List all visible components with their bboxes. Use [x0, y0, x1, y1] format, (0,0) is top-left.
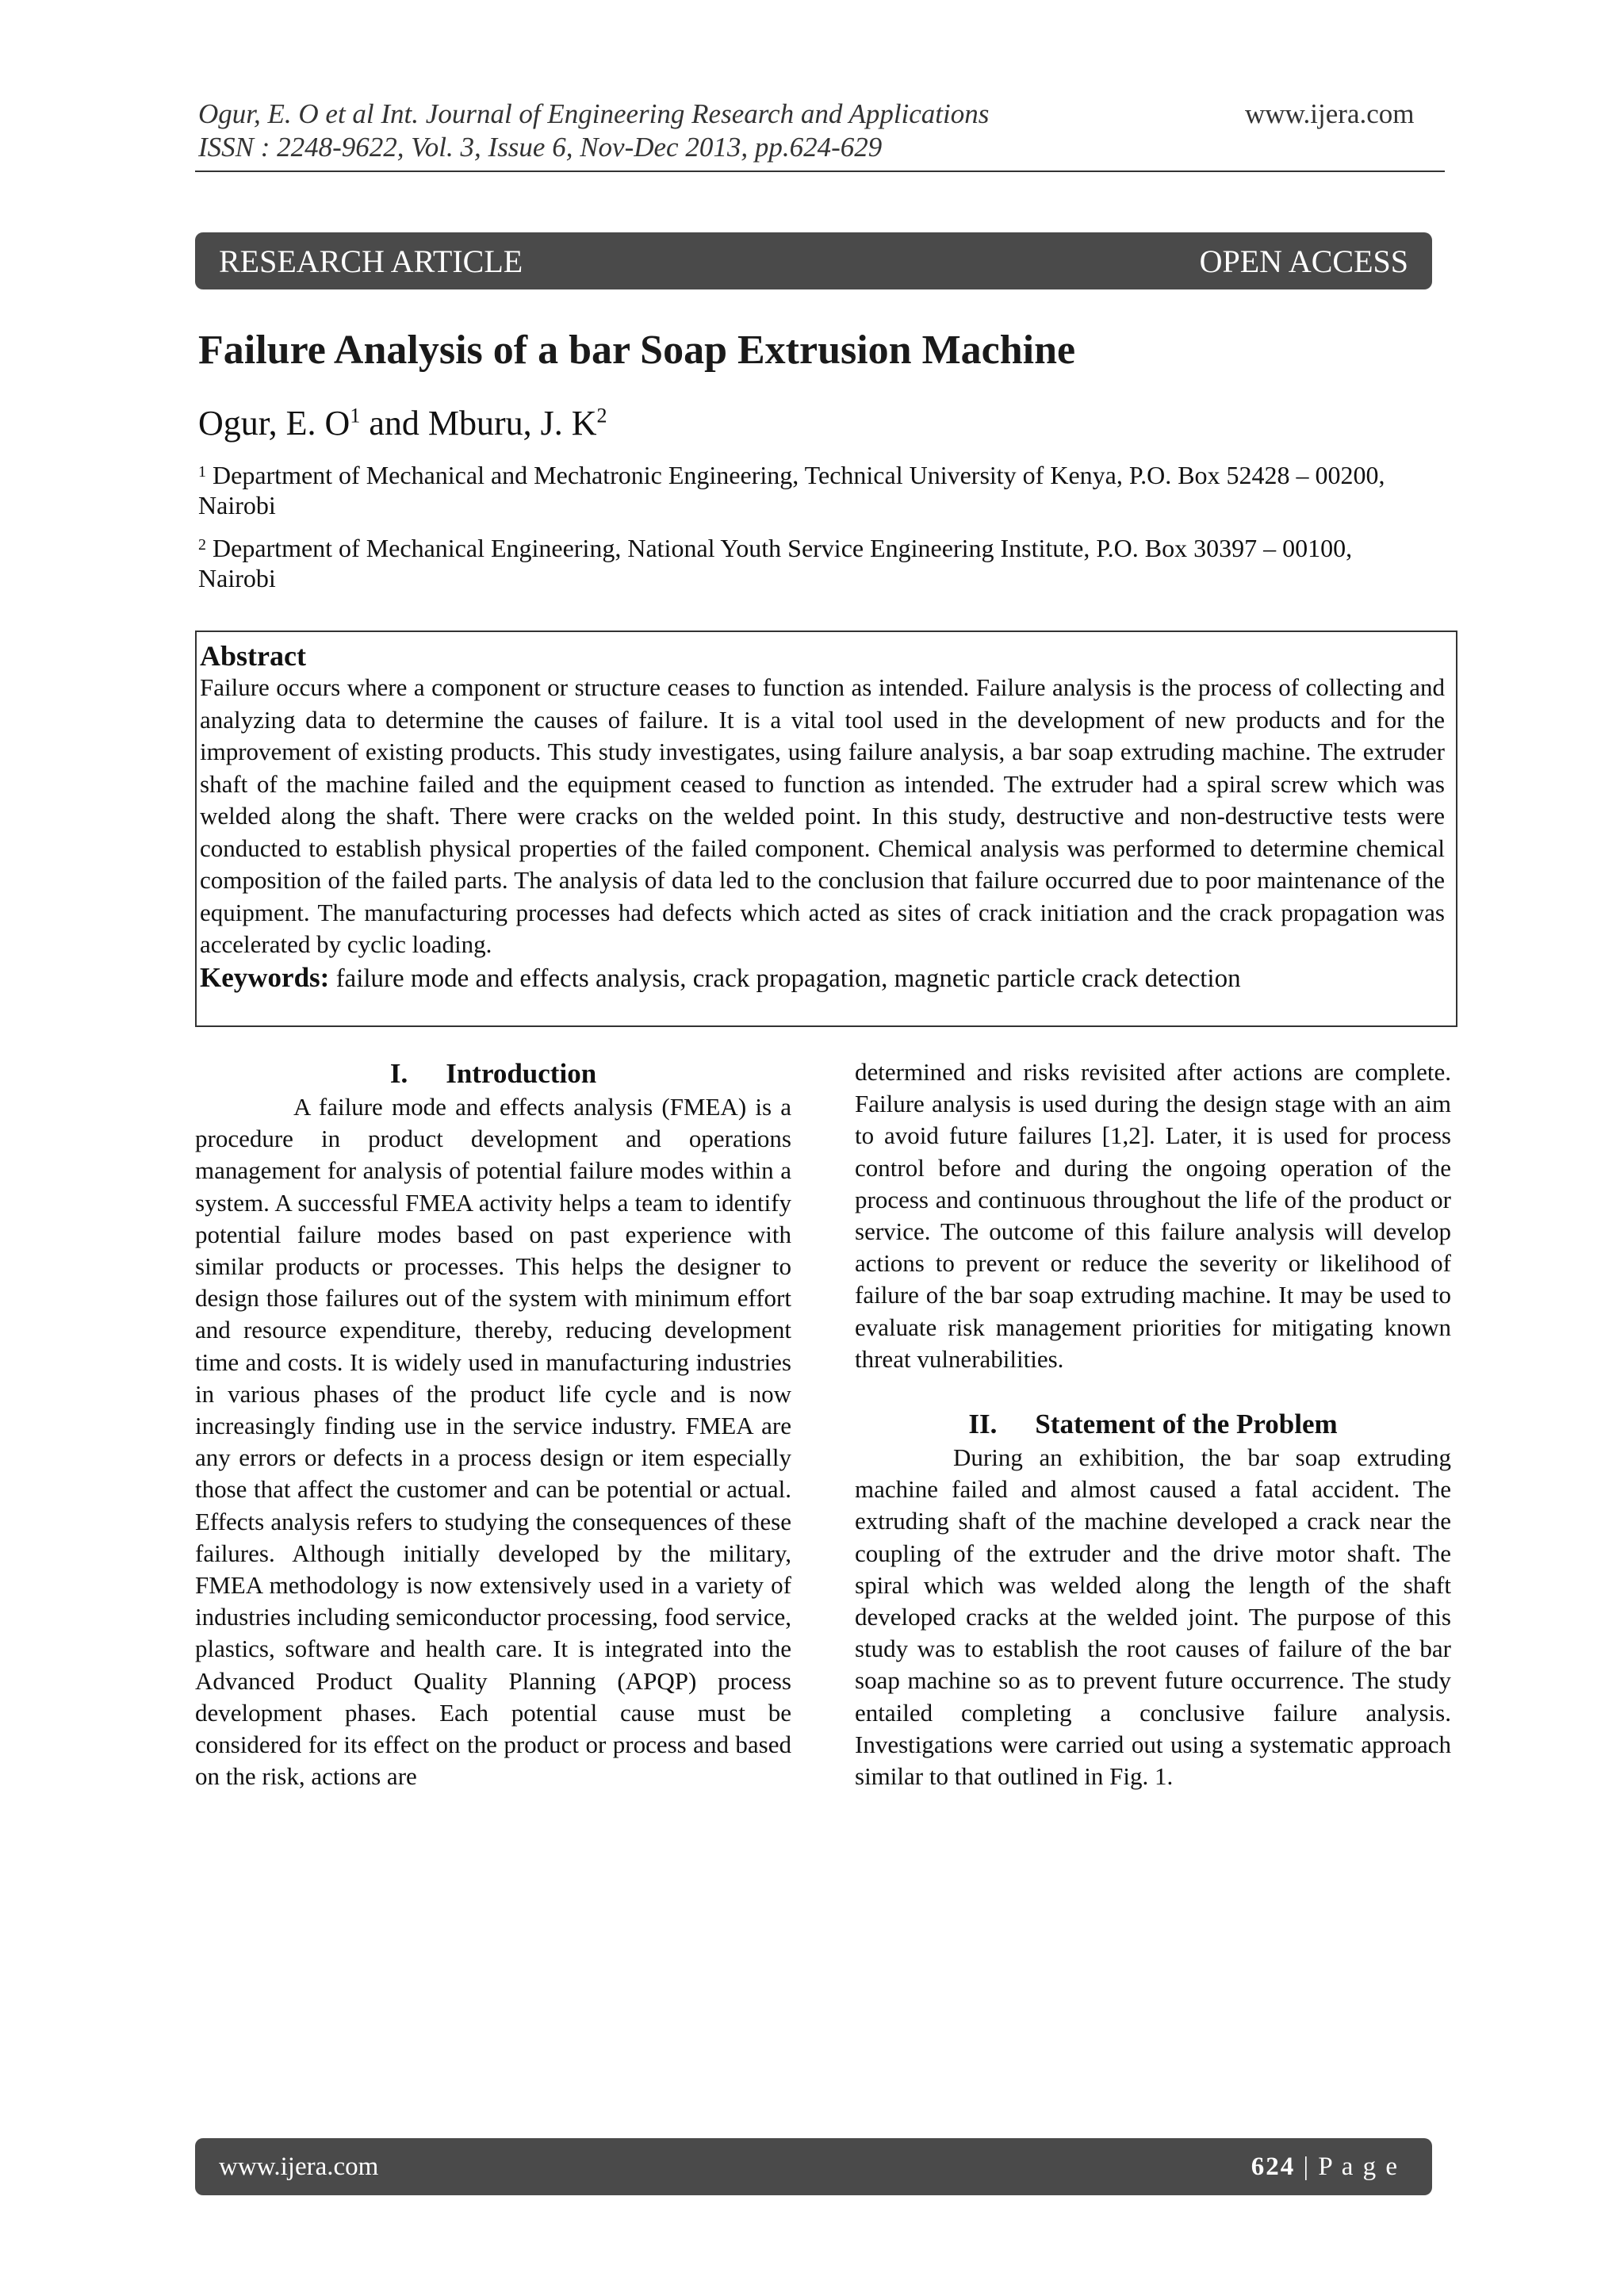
header-rule — [195, 171, 1445, 172]
footer-website[interactable]: www.ijera.com — [219, 2152, 379, 2181]
problem-heading — [855, 1407, 1451, 1442]
affiliation-1 — [198, 460, 1419, 520]
intro-heading-number: I. — [389, 1058, 408, 1089]
journal-header: Ogur, E. O et al Int. Journal of Engineering Research and Applications — [198, 98, 990, 129]
affiliation-1-text: Department of Mechanical and Mechatronic Engineering, Technical University of Kenya, P.O. Box 52428 – 00200, Nairobi — [198, 461, 1385, 519]
left-column — [195, 1056, 791, 1792]
issn-line: ISSN : 2248-9622, Vol. 3, Issue 6, Nov-Dec 2013, pp.624-629 — [198, 132, 883, 163]
intro-paragraph: A failure mode and effects analysis (FMEA) is a procedure in product development and operations management for analysis of potential failure modes within a system. A successful FMEA activity helps a team to identify potential failure modes based on past experience with similar products or processes. This helps the designer to design those failures out of the system with minimum effort and resource expenditure, thereby, reducing development time and costs. It is widely used in manufacturing industries in various phases of the product life cycle and is now increasingly finding use in the service industry. FMEA are any errors or defects in a process design or item especially those that affect the customer and can be potential or actual. Effects analysis refers to studying the consequences of these failures. Although initially developed by the military, FMEA methodology is now extensively used in a variety of industries including semiconductor processing, food service, plastics, software and health care. It is integrated into the Advanced Product Quality Planning (APQP) process development phases. Each potential cause must be considered for its effect on the product or process and based on the risk, actions are — [195, 1093, 791, 1791]
problem-heading-number: II. — [968, 1409, 998, 1440]
author-and: and — [360, 404, 428, 443]
author-1-sup: 1 — [350, 404, 361, 427]
affiliation-1-sup: 1 — [198, 463, 206, 481]
abstract-heading: Abstract — [200, 640, 306, 672]
paper-title: Failure Analysis of a bar Soap Extrusion Machine — [198, 328, 1076, 373]
intro-continued-paragraph: determined and risks revisited after actions are complete. Failure analysis is used during the design stage with an aim to avoid future failures [1,2]. Later, it is used for process control before and during the ongoing operation of the process and continuous throughout the life of the product or service. The outcome of this failure analysis will develop actions to prevent or reduce the severity or likelihood of failure of the bar soap extruding machine. It may be used to evaluate risk management priorities for mitigating known threat vulnerabilities. — [855, 1058, 1451, 1373]
author-line — [198, 403, 607, 443]
author-2-sup: 2 — [596, 404, 607, 427]
intro-heading-title: Introduction — [446, 1058, 597, 1089]
intro-heading — [195, 1056, 791, 1091]
keywords-line — [200, 961, 1445, 995]
article-type-banner — [195, 232, 1432, 289]
problem-paragraph: During an exhibition, the bar soap extruding machine failed and almost caused a fatal accident. The extruding shaft of the machine developed a crack near the coupling of the extruder and the drive motor shaft. The spiral which was welded along the length of the shaft developed cracks at the welded joint. The purpose of this study was to establish the root causes of failure of the bar soap machine so as to prevent future occurrence. The study entailed completing a conclusive failure analysis. Investigations were carried out using a systematic approach similar to that outlined in Fig. 1. — [855, 1443, 1451, 1791]
header-website[interactable]: www.ijera.com — [1245, 98, 1415, 129]
footer-page — [1251, 2152, 1399, 2182]
abstract-body: Failure occurs where a component or structure ceases to function as intended. Failure analysis is the process of collecting and analyzing data to determine the causes of failure. It is a vital tool used in the development of new products and for the improvement of existing products. This study investigates, using failure analysis, a bar soap extruding machine. The extruder shaft of the machine failed and the equipment ceased to function as intended. The extruder had a spiral screw which was welded along the shaft. There were cracks on the welded point. In this study, destructive and non-destructive tests were conducted to establish physical properties of the failed component. Chemical analysis was performed to determine chemical composition of the failed parts. The analysis of data led to the conclusion that failure occurred due to poor maintenance of the equipment. The manufacturing processes had defects which acted as sites of crack initiation and the crack propagation was accelerated by cyclic loading. — [200, 673, 1445, 958]
research-article-label: RESEARCH ARTICLE — [219, 243, 523, 279]
abstract-box — [195, 631, 1457, 1027]
affiliation-2 — [198, 533, 1419, 593]
author-2: Mburu, J. K — [427, 404, 597, 443]
open-access-label: OPEN ACCESS — [1199, 243, 1408, 279]
affiliation-2-sup: 2 — [198, 536, 206, 554]
author-1: Ogur, E. O — [198, 404, 350, 443]
keywords-label: Keywords: — [200, 961, 330, 993]
affiliation-2-text: Department of Mechanical Engineering, National Youth Service Engineering Institute, P.O. Box 30397 – 00100, Nairobi — [198, 534, 1353, 592]
keywords-text: failure mode and effects analysis, crack propagation, magnetic particle crack detection — [329, 964, 1241, 993]
page-label: | P a g e — [1295, 2152, 1399, 2181]
page-footer — [195, 2138, 1432, 2195]
right-column — [855, 1056, 1451, 1792]
page-number: 624 — [1251, 2152, 1296, 2181]
problem-heading-title: Statement of the Problem — [1035, 1409, 1338, 1440]
